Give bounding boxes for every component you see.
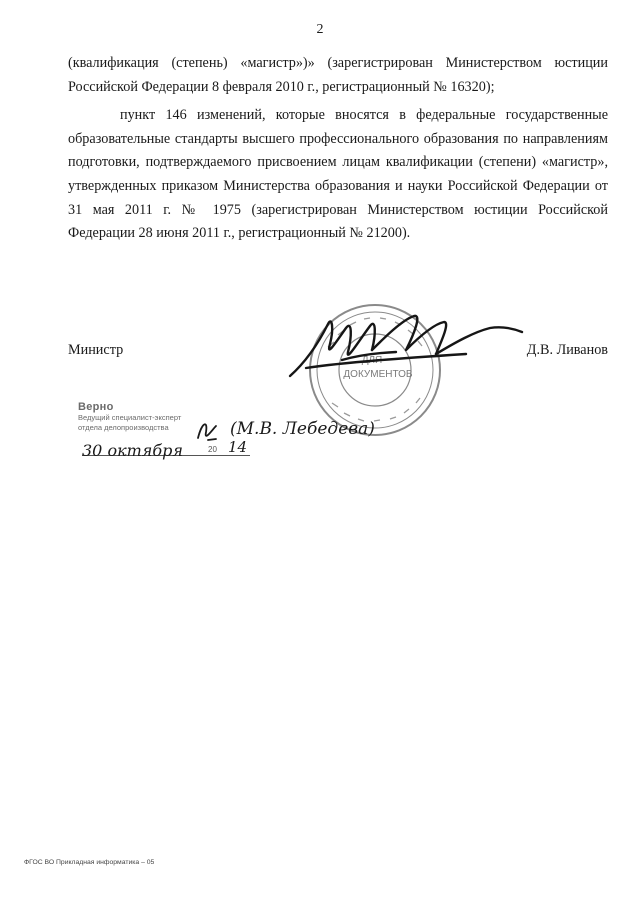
- certification-handwriting: [80, 410, 380, 480]
- handwritten-year: 14: [228, 438, 248, 456]
- certification-heading: Верно: [78, 401, 114, 413]
- handwritten-name: (М.В. Лебедева): [230, 419, 375, 439]
- certification-position: Ведущий специалист-эксперт: [78, 413, 182, 422]
- printed-year-prefix: 20: [208, 445, 217, 454]
- handwritten-date: 30 октября: [82, 441, 183, 460]
- minister-title: Министр: [68, 342, 124, 358]
- minister-signature: [286, 298, 526, 388]
- stamp-text-line-2: ДОКУМЕНТОВ: [343, 369, 413, 380]
- paragraph-registration: (квалификация (степень) «магистр»)» (зарегистрирован Министерством юстиции Российской Федерации 8 февраля 2010 г., регистрационный № 16320);: [68, 55, 608, 95]
- signatory-name: Д.В. Ливанов: [526, 342, 608, 358]
- document-body: [68, 52, 608, 251]
- paragraph-item-146: пункт 146 изменений, которые вносятся в федеральные государственные образовательные стандарты высшего профессионального образования по направлениям подготовки, подтверждаемого присвоением лицам квалификации (степени) «магистр», утвержденных приказом Министерства образования и науки Российской Федерации от 31 мая 2011 г. № 1975 (зарегистрирован Министерством юстиции Российской Федерации 28 июня 2011 г., регистрационный № 21200).: [68, 107, 608, 242]
- document-footer: ФГОС ВО Прикладная информатика – 05: [24, 859, 155, 866]
- stamp-text-line-1: ДЛЯ: [361, 355, 383, 366]
- page-number: 2: [316, 22, 324, 37]
- certification-department: отдела делопроизводства: [78, 423, 169, 432]
